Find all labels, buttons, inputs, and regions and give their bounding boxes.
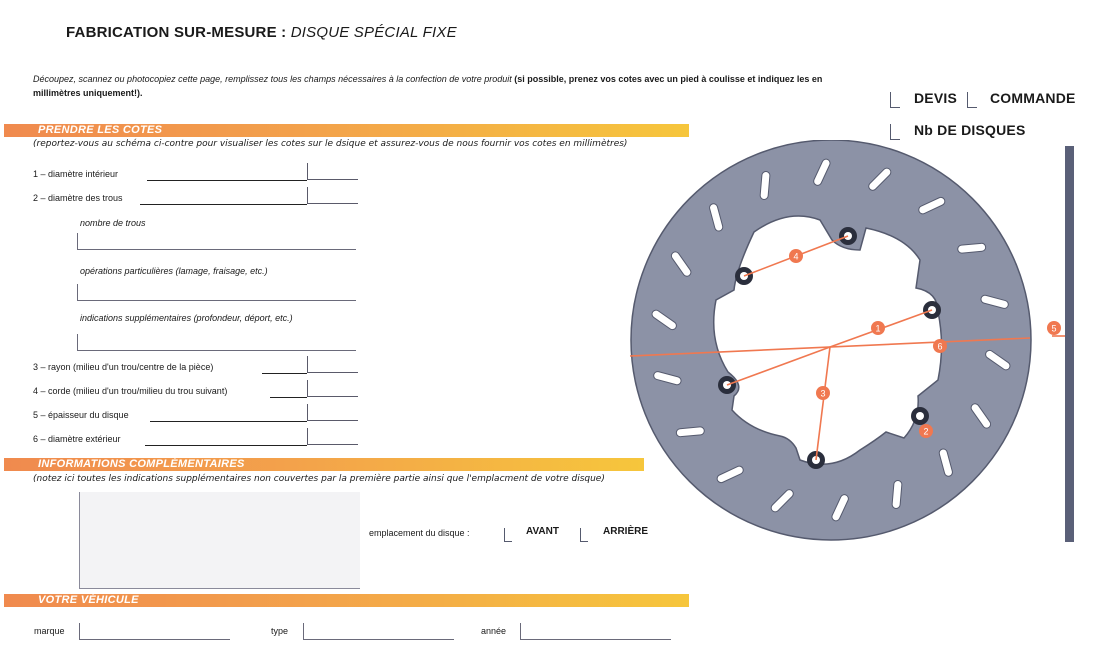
commande-checkbox[interactable] [967, 92, 977, 108]
nb-disques-label: Nb DE DISQUES [914, 122, 1026, 138]
section-info-heading: INFORMATIONS COMPLÉMENTAIRES [38, 458, 245, 470]
field-label-diametre-interieur: 1 – diamètre intérieur [33, 169, 119, 179]
intro-bold: (si possible, prenez vos cotes avec un pied à coulisse et indiquez les en millimètres uniquement!). [33, 74, 823, 98]
placement-label: emplacement du disque : [369, 528, 470, 538]
diametre-trous-input[interactable] [307, 187, 358, 204]
marker-label-3: 3 [820, 388, 826, 399]
field-line [147, 180, 307, 181]
field-line [262, 373, 307, 374]
intro-text [33, 72, 833, 100]
rayon-input[interactable] [307, 356, 358, 373]
title-bold: FABRICATION SUR-MESURE : [66, 24, 287, 41]
type-input[interactable] [303, 623, 454, 640]
corde-input[interactable] [307, 380, 358, 397]
avant-checkbox[interactable] [504, 528, 512, 542]
sub-label-operations: opérations particulières (lamage, fraisage, etc.) [80, 266, 268, 276]
field-label-epaisseur: 5 – épaisseur du disque [33, 410, 129, 420]
field-label-corde: 4 – corde (milieu d'un trou/milieu du trou suivant) [33, 386, 228, 396]
operations-input[interactable] [77, 284, 356, 301]
intro-italic: Découpez, scannez ou photocopiez cette page, remplissez tous les champs nécessaires à la confection de votre produit [33, 74, 512, 84]
sub-label-nombre-trous: nombre de trous [80, 218, 146, 228]
indications-input[interactable] [77, 334, 356, 351]
commande-label: COMMANDE [990, 90, 1076, 106]
arriere-checkbox[interactable] [580, 528, 588, 542]
marque-label: marque [34, 626, 65, 636]
nb-disques-checkbox[interactable] [890, 124, 900, 140]
section-cotes-band [4, 124, 689, 137]
devis-checkbox[interactable] [890, 92, 900, 108]
field-label-diametre-trous: 2 – diamètre des trous [33, 193, 123, 203]
mounting-hole-center [916, 412, 924, 420]
field-line [270, 397, 307, 398]
section-vehicule-band [4, 594, 689, 607]
avant-label: AVANT [526, 526, 559, 537]
annee-input[interactable] [520, 623, 671, 640]
field-label-diametre-exterieur: 6 – diamètre extérieur [33, 434, 121, 444]
section-info-note: (notez ici toutes les indications supplémentaires non couvertes par la première partie ainsi que l'emplacment de votre disque) [33, 474, 605, 484]
type-label: type [271, 626, 289, 636]
field-line [145, 445, 307, 446]
sub-label-indications: indications supplémentaires (profondeur, déport, etc.) [80, 313, 293, 323]
devis-label: DEVIS [914, 90, 958, 106]
section-vehicule-heading: VOTRE VÉHICULE [38, 594, 139, 606]
marker-label-5: 5 [1051, 323, 1057, 334]
arriere-label: ARRIÈRE [603, 526, 649, 537]
diametre-exterieur-input[interactable] [307, 428, 358, 445]
annee-label: année [481, 626, 507, 636]
field-line [150, 421, 307, 422]
disc-slot [892, 480, 902, 509]
epaisseur-input[interactable] [307, 404, 358, 421]
brake-disc-diagram [620, 140, 1090, 550]
marker-label-6: 6 [937, 341, 943, 352]
field-line [140, 204, 307, 205]
nombre-trous-input[interactable] [77, 233, 356, 250]
title-italic: DISQUE SPÉCIAL FIXE [290, 24, 457, 41]
marker-label-2: 2 [923, 426, 929, 437]
info-textarea[interactable] [79, 492, 360, 589]
section-cotes-note: (reportez-vous au schéma ci-contre pour visualiser les cotes sur le dsique et assurez-vous de nous fournir vos cotes en millimètres) [33, 139, 628, 149]
section-cotes-heading: PRENDRE LES COTES [38, 124, 163, 136]
disc-thickness-bar [1065, 146, 1074, 542]
field-label-rayon: 3 – rayon (milieu d'un trou/centre de la pièce) [33, 362, 214, 372]
marker-label-4: 4 [793, 251, 799, 262]
section-info-band [4, 458, 644, 471]
marque-input[interactable] [79, 623, 230, 640]
marker-label-1: 1 [875, 323, 881, 334]
page-title [66, 24, 457, 41]
diametre-interieur-input[interactable] [307, 163, 358, 180]
disc-slot [760, 171, 770, 200]
